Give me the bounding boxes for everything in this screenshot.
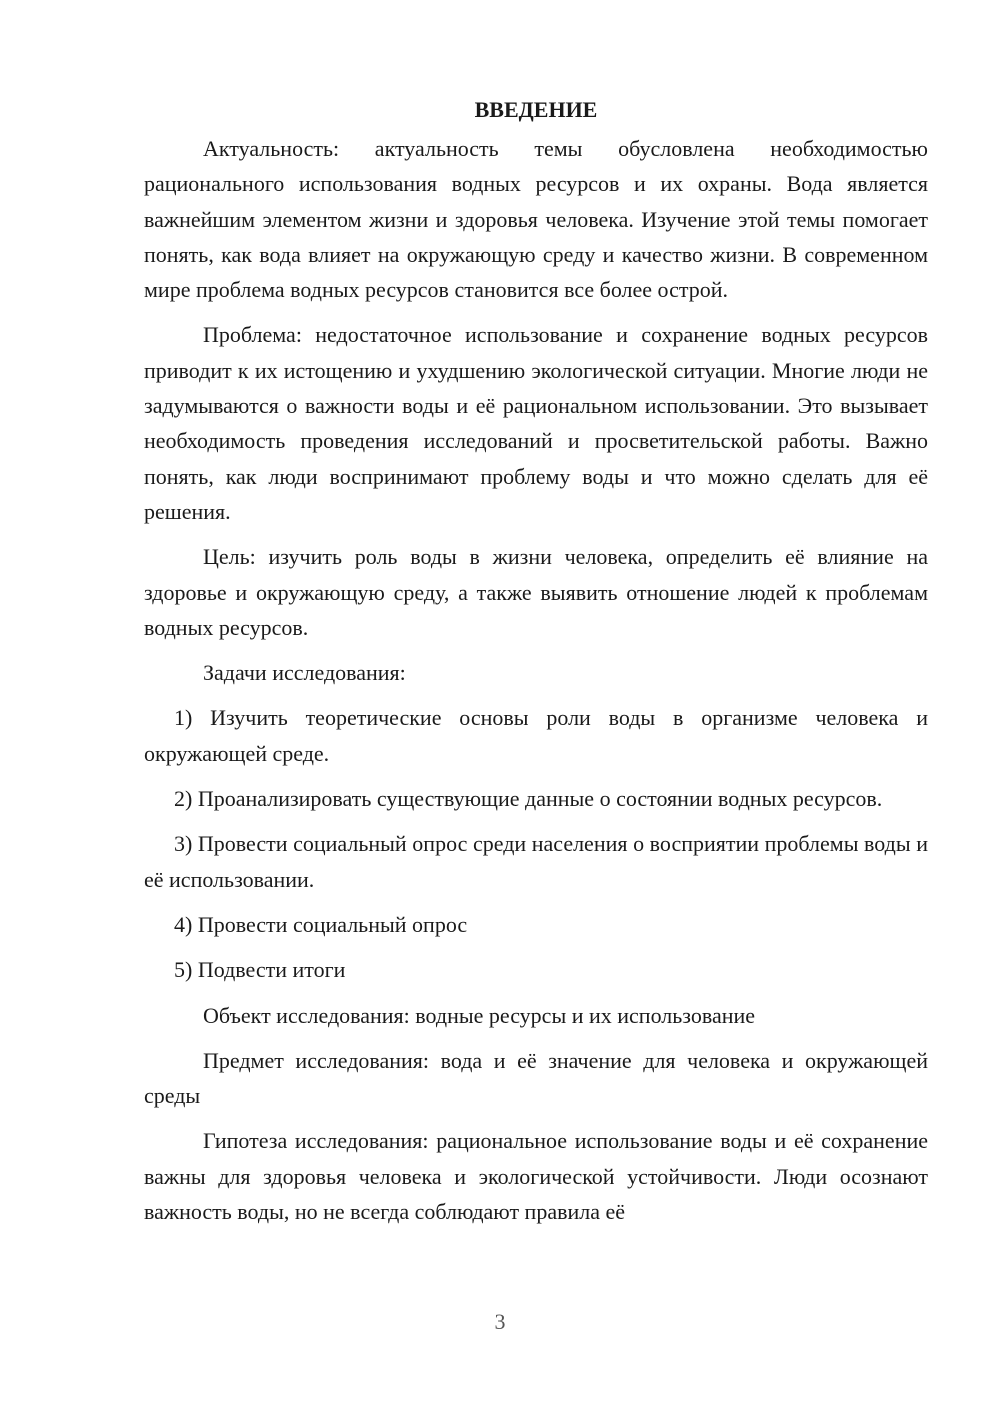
task-item-1: 1) Изучить теоретические основы роли воды в организме человека и окружающей среде. [144, 705, 928, 766]
paragraph-subject: Предмет исследования: вода и её значение для человека и окружающей среды [144, 1047, 928, 1109]
paragraph-hypothesis: Гипотеза исследования: рациональное использование воды и её сохранение важны для здоровья человека и экологической устойчивости. Люди осознают важность воды, но не всегда соблюдают правила её [144, 1128, 928, 1225]
task-item-5: 5) Подвести итоги [174, 957, 346, 983]
paragraph-relevance: Актуальность: актуальность темы обусловлена необходимостью рационального использования водных ресурсов и их охраны. Вода является важнейшим элементом жизни и здоровья человека. Изучение этой темы помогает понять, как вода влияет на окружающую среду и качество жизни. В современном мире проблема водных ресурсов становится все более острой. [144, 136, 928, 303]
task-item-4: 4) Провести социальный опрос [174, 911, 468, 937]
paragraph-problem: Проблема: недостаточное использование и сохранение водных ресурсов приводит к их истощению и ухудшению экологической ситуации. Многие люди не задумываются о важности воды и её рациональном использовании. Это вызывает необходимость проведения исследований и просветительской работы. Важно понять, как люди воспринимают проблему воды и что можно сделать для её решения. [144, 322, 928, 524]
task-item-2: 2) Проанализировать существующие данные о состоянии водных ресурсов. [174, 786, 883, 812]
paragraph-object: Объект исследования: водные ресурсы и их использование [203, 1002, 756, 1028]
paragraph-goal: Цель: изучить роль воды в жизни человека, определить её влияние на здоровье и окружающую среду, а также выявить отношение людей к проблемам водных ресурсов. [144, 544, 928, 640]
task-item-3: 3) Провести социальный опрос среди населения о восприятии проблемы воды и её использовании. [144, 831, 928, 892]
paragraph-tasks-heading: Задачи исследования: [203, 660, 406, 686]
section-title: ВВЕДЕНИЕ [474, 97, 598, 122]
document-page [144, 92, 928, 1239]
page-number: 3 [494, 1309, 506, 1334]
